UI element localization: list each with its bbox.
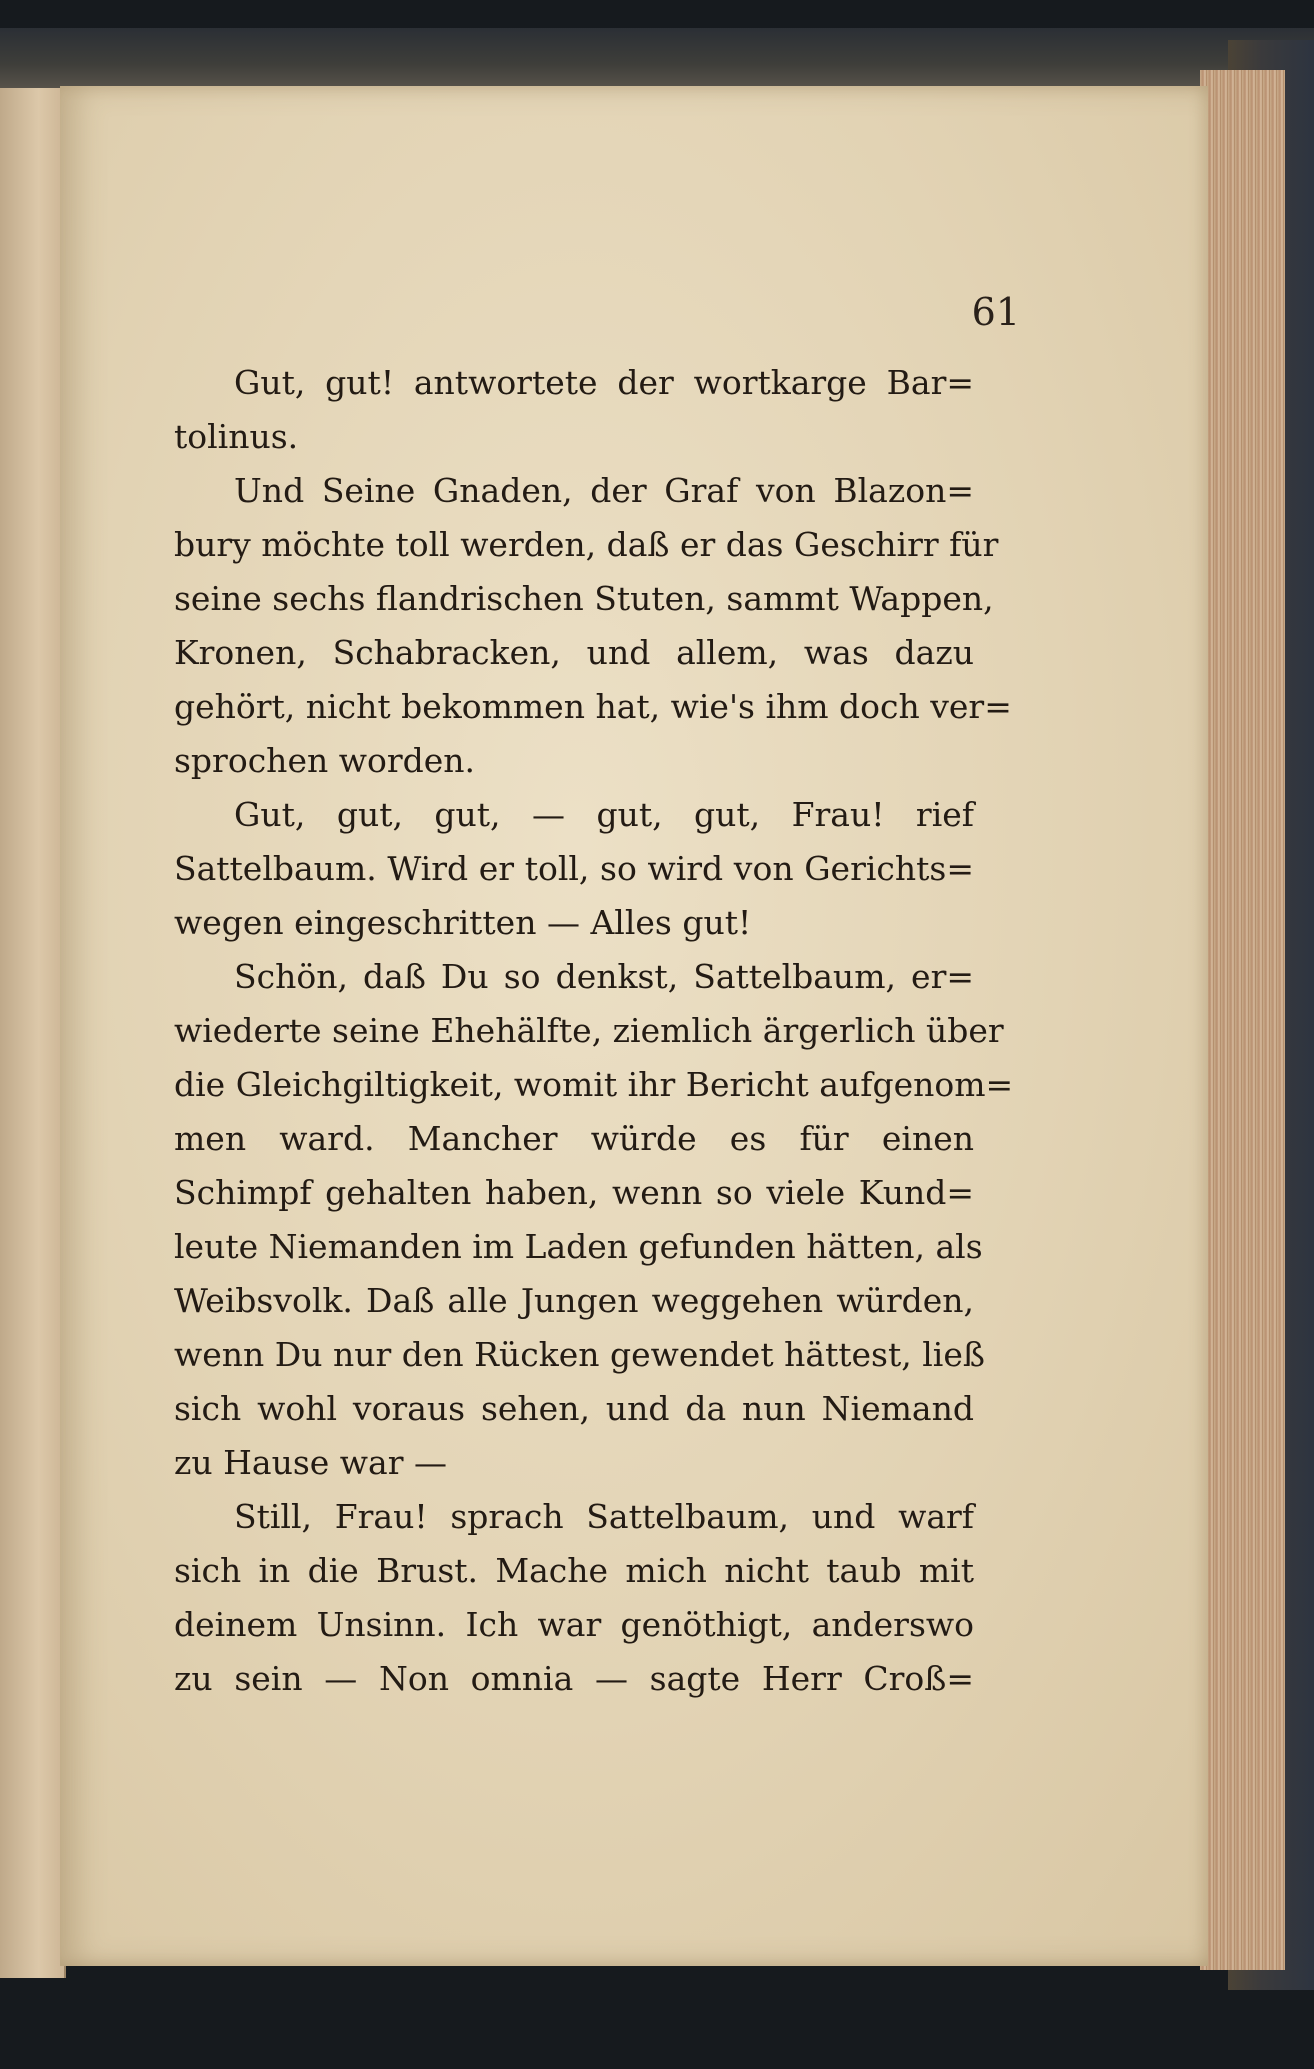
text-line: sprochen worden. — [174, 741, 475, 780]
text-line: men ward. Mancher würde es für einen — [174, 1119, 974, 1158]
text-line: wegen eingeschritten — Alles gut! — [174, 903, 752, 942]
text-line: sich wohl voraus sehen, und da nun Niemand — [174, 1389, 974, 1428]
text-line: gehört, nicht bekommen hat, wie's ihm doch ver= — [174, 687, 1012, 726]
book-top-edge — [0, 28, 1314, 88]
page-number: 61 — [971, 290, 1020, 334]
text-line: wenn Du nur den Rücken gewendet hättest, ließ — [174, 1335, 985, 1374]
text-line: Schimpf gehalten haben, wenn so viele Kund= — [174, 1173, 974, 1212]
book-page — [60, 86, 1208, 1966]
text-line: seine sechs flandrischen Stuten, sammt Wappen, — [174, 579, 994, 618]
text-line: wiederte seine Ehehälfte, ziemlich ärgerlich über — [174, 1011, 1004, 1050]
text-line: bury möchte toll werden, daß er das Geschirr für — [174, 525, 999, 564]
text-line: Schön, daß Du so denkst, Sattelbaum, er= — [234, 957, 974, 996]
text-line: leute Niemanden im Laden gefunden hätten, als — [174, 1227, 983, 1266]
text-line: deinem Unsinn. Ich war genöthigt, anderswo — [174, 1605, 974, 1644]
text-line: Gut, gut, gut, — gut, gut, Frau! rief — [234, 795, 974, 834]
text-line: zu sein — Non omnia — sagte Herr Croß= — [174, 1659, 974, 1698]
text-line: Gut, gut! antwortete der wortkarge Bar= — [234, 363, 974, 402]
page-edges — [1200, 70, 1285, 1970]
text-line: Sattelbaum. Wird er toll, so wird von Gerichts= — [174, 849, 974, 888]
previous-page — [0, 88, 66, 1978]
page-text — [174, 356, 1014, 1706]
text-line: Still, Frau! sprach Sattelbaum, und warf — [234, 1497, 974, 1536]
text-line: Und Seine Gnaden, der Graf von Blazon= — [234, 471, 974, 510]
text-line: die Gleichgiltigkeit, womit ihr Bericht aufgenom= — [174, 1065, 1014, 1104]
text-line: sich in die Brust. Mache mich nicht taub mit — [174, 1551, 974, 1590]
text-line: Kronen, Schabracken, und allem, was dazu — [174, 633, 974, 672]
text-line: Weibsvolk. Daß alle Jungen weggehen würden, — [174, 1281, 974, 1320]
text-line: zu Hause war — — [174, 1443, 447, 1482]
text-line: tolinus. — [174, 417, 299, 456]
